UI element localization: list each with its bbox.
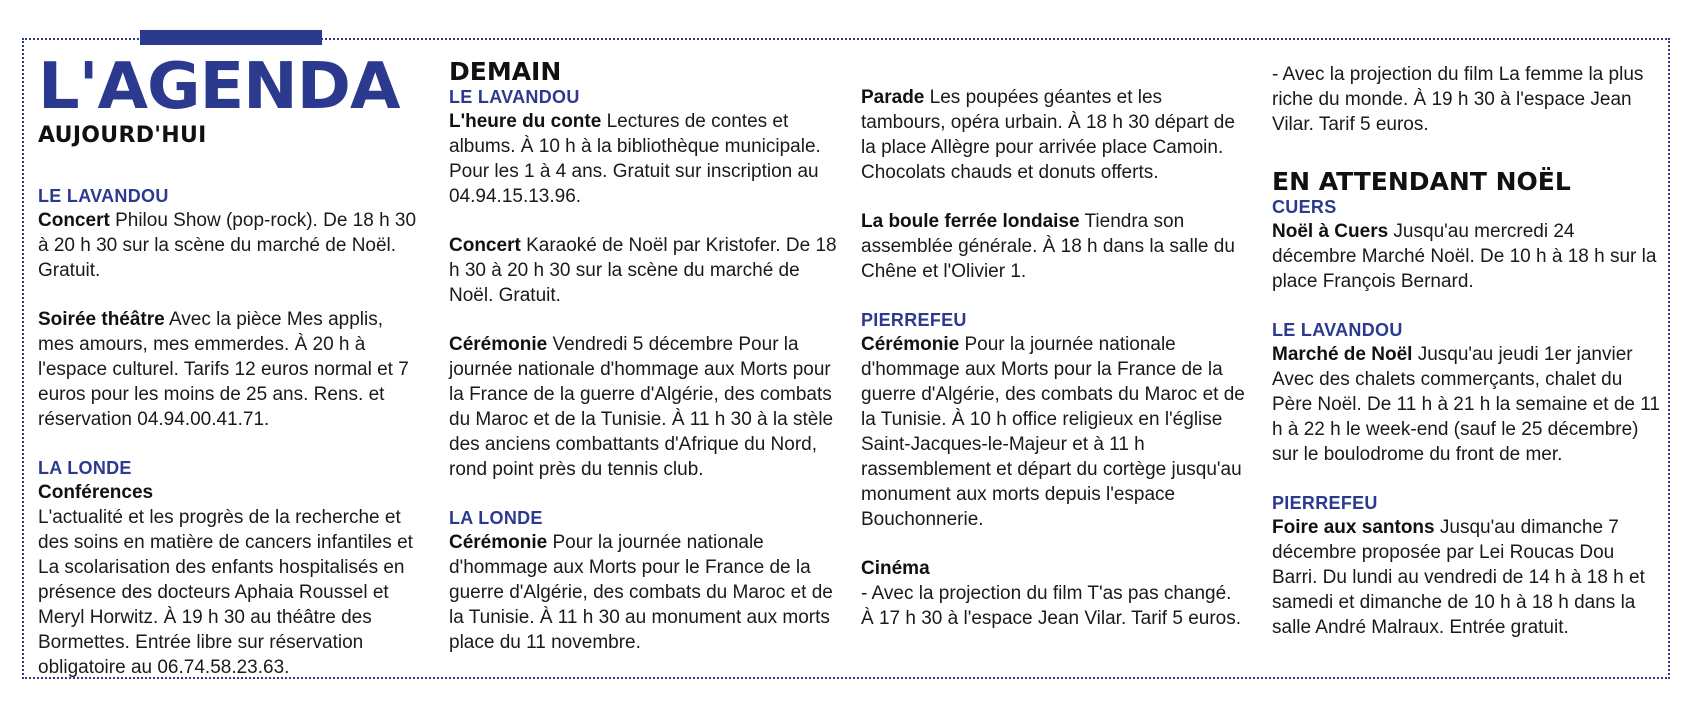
city-heading: LA LONDE	[38, 458, 132, 478]
agenda-entry	[38, 307, 418, 432]
agenda-entry	[38, 480, 418, 505]
entry-text: Avec la pièce Mes applis, mes amours, mes emmerdes. À 20 h à l'espace culturel. Tarifs 12 euros normal et 7 euros pour les moins de 25 ans. Rens. et réservation 04.94.00.41.71.	[38, 309, 409, 430]
entry-title: Foire aux santons	[1272, 517, 1435, 538]
entry-text: Pour la journée nationale d'hommage aux Morts pour le France de la guerre d'Algérie, des combats du Maroc et de la Tunisie. À 11 h 30 au monument aux morts place du 11 novembre.	[449, 532, 833, 653]
page-title: L'AGENDA	[38, 50, 400, 124]
agenda-entry	[861, 209, 1246, 284]
column-tomorrow-cont	[861, 50, 1246, 631]
entry-title: La boule ferrée londaise	[861, 211, 1080, 232]
entry-title: Concert	[449, 235, 521, 256]
entry-title: Concert	[38, 210, 110, 231]
entry-text: Jusqu'au dimanche 7 décembre proposée par Lei Roucas Dou Barri. Du lundi au vendredi de 14 h à 18 h et samedi et dimanche de 10 h à 18 h dans la salle André Malraux. Entrée gratuit.	[1272, 517, 1645, 638]
entry-title: Cérémonie	[861, 334, 960, 355]
agenda-entry	[449, 332, 844, 482]
entry-title: Noël à Cuers	[1272, 221, 1389, 242]
entry-title: Marché de Noël	[1272, 344, 1413, 365]
city-heading: PIERREFEU	[861, 310, 967, 330]
city-heading: LE LAVANDOU	[449, 87, 580, 107]
agenda-entry	[1272, 342, 1662, 467]
entry-text: Tiendra son assemblée générale. À 18 h dans la salle du Chêne et l'Olivier 1.	[861, 211, 1235, 282]
entry-text: - Avec la projection du film T'as pas changé. À 17 h 30 à l'espace Jean Vilar. Tarif 5 euros.	[861, 583, 1241, 629]
city-heading: LA LONDE	[449, 508, 543, 528]
entry-title: Soirée théâtre	[38, 309, 165, 330]
section-heading-tomorrow: DEMAIN	[449, 57, 562, 86]
entry-title: Conférences	[38, 482, 154, 503]
entry-title: L'heure du conte	[449, 111, 602, 132]
agenda-entry	[1272, 219, 1662, 294]
entry-text: Jusqu'au jeudi 1er janvier Avec des chalets commerçants, chalet du Père Noël. De 11 h à 21 h la semaine et de 11 h à 22 h le week-end (sauf le 25 décembre) sur le boulodrome du front de mer.	[1272, 344, 1660, 465]
column-christmas	[1272, 50, 1662, 640]
agenda-entry	[861, 332, 1246, 532]
agenda-entry	[1272, 515, 1662, 640]
agenda-entry	[449, 109, 844, 209]
city-heading: PIERREFEU	[1272, 493, 1378, 513]
entry-title: Cérémonie	[449, 532, 548, 553]
entry-title: Cérémonie	[449, 334, 548, 355]
entry-title: Cinéma	[861, 558, 930, 579]
entry-text: Vendredi 5 décembre Pour la journée nationale d'hommage aux Morts pour la France de la guerre d'Algérie, des combats du Maroc et de la Tunisie. À 11 h 30 à la stèle des anciens combattants d'Afrique du Nord, rond point près du tennis club.	[449, 334, 834, 480]
entry-text: Pour la journée nationale d'hommage aux Morts pour la France de la guerre d'Algérie, des combats du Maroc et de la Tunisie. À 10 h office religieux en l'église Saint-Jacques-le-Majeur et à 11 h rassemblement et départ du cortège jusqu'au monument aux morts depuis l'espace Bouchonnerie.	[861, 334, 1245, 530]
city-heading: LE LAVANDOU	[1272, 320, 1403, 340]
agenda-entry	[861, 556, 1246, 581]
agenda-entry	[449, 233, 844, 308]
entry-text: Philou Show (pop-rock). De 18 h 30 à 20 h 30 sur la scène du marché de Noël. Gratuit.	[38, 210, 417, 281]
agenda-entry	[449, 530, 844, 655]
column-today	[38, 50, 418, 680]
agenda-entry	[861, 85, 1246, 185]
column-tomorrow	[449, 50, 844, 655]
entry-text: Jusqu'au mercredi 24 décembre Marché Noël. De 10 h à 18 h sur la place François Bernard.	[1272, 221, 1657, 292]
agenda-entry	[38, 208, 418, 283]
section-heading-christmas: EN ATTENDANT NOËL	[1272, 167, 1571, 196]
entry-text: - Avec la projection du film La femme la plus riche du monde. À 19 h 30 à l'espace Jean Vilar. Tarif 5 euros.	[1272, 64, 1644, 135]
entry-title: Parade	[861, 87, 925, 108]
entry-text: Les poupées géantes et les tambours, opéra urbain. À 18 h 30 départ de la place Allègre pour arrivée place Camoin. Chocolats chauds et donuts offerts.	[861, 87, 1235, 183]
entry-text: L'actualité et les progrès de la recherche et des soins en matière de cancers infantiles et La scolarisation des enfants hospitalisés en présence des docteurs Aphaia Roussel et Meryl Horwitz. À 19 h 30 au théâtre des Bormettes. Entrée libre sur réservation obligatoire au 06.74.58.23.63.	[38, 507, 413, 678]
city-heading: CUERS	[1272, 197, 1337, 217]
entry-text: Karaoké de Noël par Kristofer. De 18 h 30 à 20 h 30 sur la scène du marché de Noël. Gratuit.	[449, 235, 837, 306]
section-heading-today: AUJOURD'HUI	[38, 123, 207, 148]
city-heading: LE LAVANDOU	[38, 186, 169, 206]
entry-text: Lectures de contes et albums. À 10 h à la bibliothèque municipale. Pour les 1 à 4 ans. Gratuit sur inscription au 04.94.15.13.96.	[449, 111, 821, 207]
